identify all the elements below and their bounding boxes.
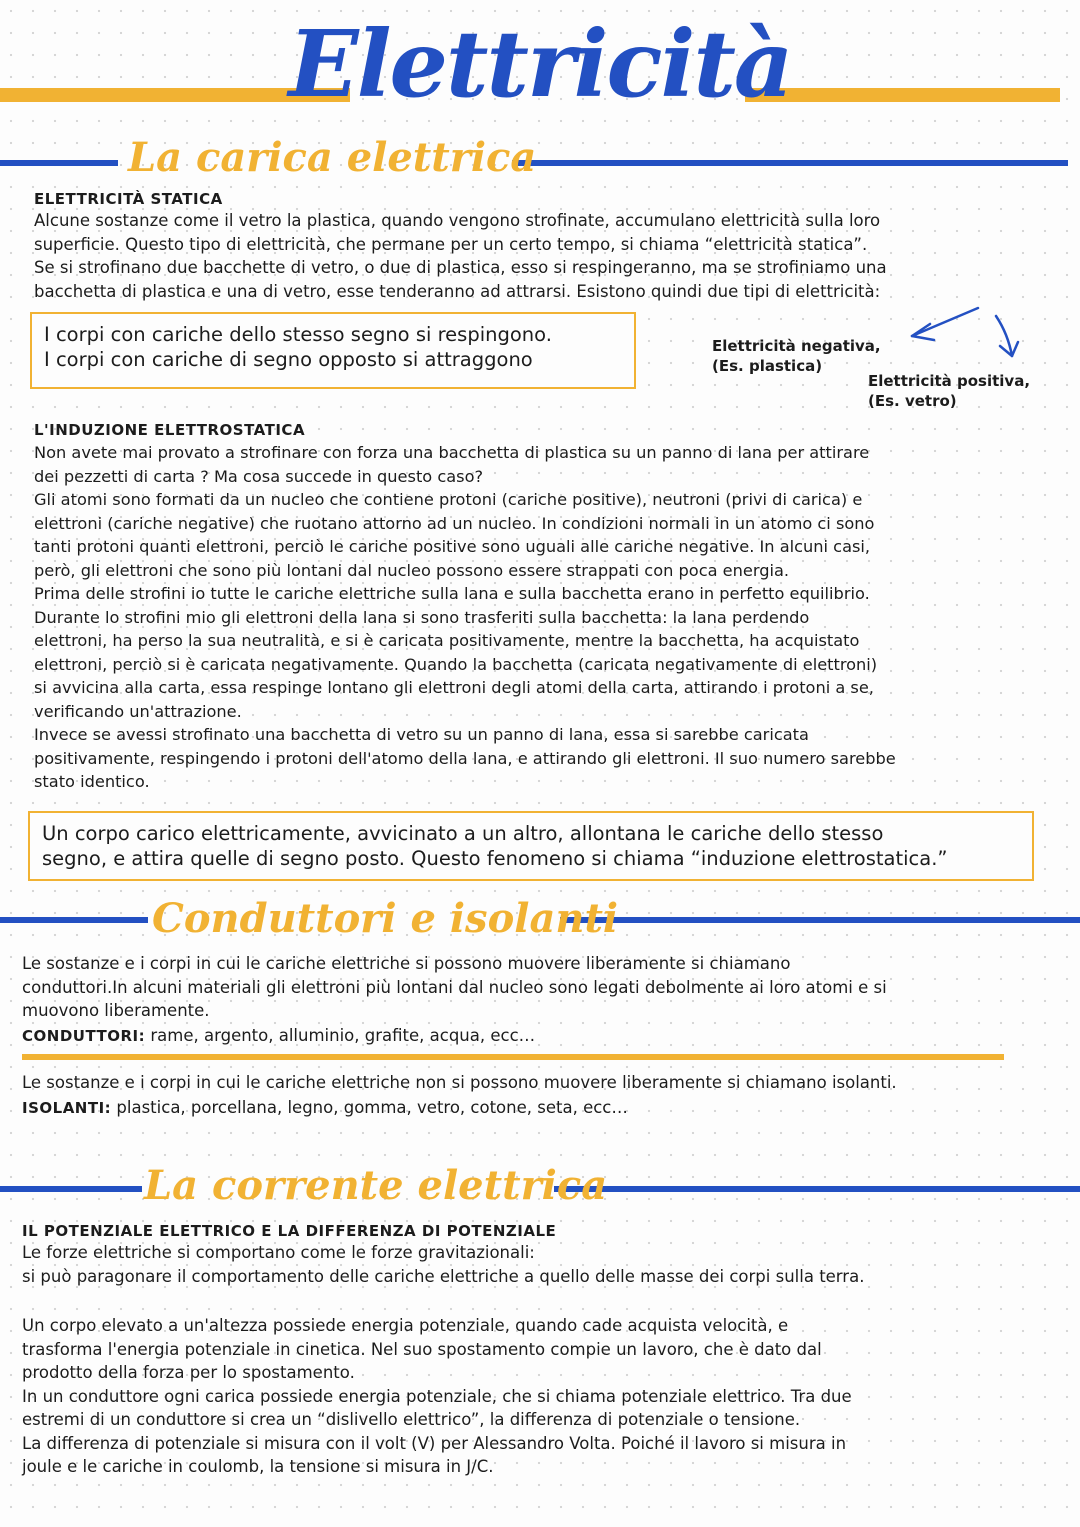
insulators-values: plastica, porcellana, legno, gomma, vetro, cotone, seta, ecc… [116,1098,628,1117]
text-line: Le sostanze e i corpi in cui le cariche elettriche non si possono muovere liberamente si chiamano isolanti. [22,1073,897,1092]
section-divider-right [554,1186,1080,1192]
text-line: In un conduttore ogni carica possiede energia potenziale, che si chiama potenziale elettrico. Tra due [22,1386,852,1406]
section-title-corrente: La corrente elettrica [144,1162,608,1209]
potential-paragraph-2 [22,1314,852,1479]
section-title-conduttori: Conduttori e isolanti [152,895,619,942]
negative-label: Elettricità negativa, (Es. plastica) [712,337,881,375]
text-line: Le sostanze e i corpi in cui le cariche elettriche si possono muovere liberamente si chiamano [22,954,791,973]
rule-box-induction [28,811,1034,881]
section-divider-left [0,1186,142,1192]
box-line: segno, e attira quelle di segno posto. Questo fenomeno si chiama “induzione elettrostatica.” [42,847,948,870]
text-line: elettroni (cariche negative) che ruotano attorno ad un nucleo. In condizioni normali in un atomo ci sono [34,513,875,533]
text-line: bacchetta di plastica e una di vetro, esse tenderanno ad attrarsi. Esistono quindi due tipi di elettricità: [34,281,881,301]
induction-heading: L'INDUZIONE ELETTROSTATICA [34,421,306,439]
potential-paragraph-1 [22,1241,864,1288]
box-line: I corpi con cariche di segno opposto si attraggono [44,348,533,371]
text-line: Prima delle strofini io tutte le cariche elettriche sulla lana e sulla bacchetta erano in perfetto equilibrio. [34,584,870,603]
text-line: elettroni, perciò si è caricata negativamente. Quando la bacchetta (caricata negativamente di elettroni) [34,654,878,674]
static-paragraph [34,209,887,303]
text-line: verificando un'attrazione. [34,701,242,721]
text-line: trasforma l'energia potenziale in cinetica. Nel suo spostamento compie un lavoro, che è dato dal [22,1339,822,1359]
text-line: Le forze elettriche si comportano come le forze gravitazionali: [22,1243,535,1262]
static-heading: ELETTRICITÀ STATICA [34,190,223,208]
text-line: positivamente, respingendo i protoni dell'atomo della lana, e attirando gli elettroni. Il suo numero sarebbe [34,748,896,768]
insulators-list [22,1096,628,1121]
text-line: Gli atomi sono formati da un nucleo che contiene protoni (cariche positive), neutroni (privi di carica) e [34,490,863,509]
text-line: si può paragonare il comportamento delle cariche elettriche a quello delle masse dei corpi sulla terra. [22,1266,865,1286]
text-line: tanti protoni quanti elettroni, perciò le cariche positive sono uguali alle cariche negative. In alcuni casi, [34,537,871,556]
text-line: conduttori.In alcuni materiali gli elettroni più lontani dal nucleo sono legati debolmente ai loro atomi e si [22,977,887,997]
conductors-label: CONDUTTORI: [22,1027,146,1045]
text-line: elettroni, ha perso la sua neutralità, e si è caricata positivamente, mentre la bacchetta, ha acquistato [34,631,860,650]
induction-paragraph [34,441,896,794]
conductors-separator [22,1054,1004,1060]
text-line: muovono liberamente. [22,1001,210,1020]
arrows-icon [900,300,1030,370]
conductors-values: rame, argento, alluminio, grafite, acqua, ecc… [150,1026,536,1045]
text-line: Non avete mai provato a strofinare con forza una bacchetta di plastica su un panno di lana per attirare [34,443,870,462]
rule-box-charges [30,312,636,389]
insulators-paragraph [22,1071,897,1095]
text-line: Un corpo elevato a un'altezza possiede energia potenziale, quando cade acquista velocità, e [22,1316,789,1335]
text-line: Durante lo strofini mio gli elettroni della lana si sono trasferiti sulla bacchetta: la lana perdendo [34,607,810,627]
text-line: joule e le cariche in coulomb, la tensione si misura in J/C. [22,1457,494,1476]
text-line: prodotto della forza per lo spostamento. [22,1363,355,1382]
text-line: dei pezzetti di carta ? Ma cosa succede in questo caso? [34,466,484,486]
potential-heading: IL POTENZIALE ELETTRICO E LA DIFFERENZA DI POTENZIALE [22,1222,557,1240]
section-divider-left [0,917,148,923]
text-line: superficie. Questo tipo di elettricità, che permane per un certo tempo, si chiama “elettricità statica”. [34,234,868,254]
box-line: I corpi con cariche dello stesso segno si respingono. [44,323,552,346]
text-line: La differenza di potenziale si misura con il volt (V) per Alessandro Volta. Poiché il lavoro si misura in [22,1433,847,1453]
text-line: stato identico. [34,772,150,791]
text-line: si avvicina alla carta, essa respinge lontano gli elettroni degli atomi della carta, attirando i protoni a se, [34,678,874,697]
text-line: estremi di un conduttore si crea un “dislivello elettrico”, la differenza di potenziale o tensione. [22,1410,801,1429]
conductors-list [22,1024,535,1049]
box-line: Un corpo carico elettricamente, avvicinato a un altro, allontana le cariche dello stesso [42,822,884,845]
text-line: Alcune sostanze come il vetro la plastica, quando vengono strofinate, accumulano elettricità sulla loro [34,211,881,230]
text-line: però, gli elettroni che sono più lontani dal nucleo possono essere strappati con poca energia. [34,560,790,580]
section-title-carica: La carica elettrica [128,134,537,181]
conductors-paragraph [22,952,887,1023]
page-title: Elettricità [288,10,792,118]
text-line: Se si strofinano due bacchette di vetro, o due di plastica, esso si respingeranno, ma se strofiniamo una [34,258,887,277]
positive-label: Elettricità positiva, (Es. vetro) [868,372,1031,410]
section-divider-right [560,917,1080,923]
section-divider-left [0,160,118,166]
insulators-label: ISOLANTI: [22,1099,112,1117]
section-divider-right [512,160,1068,166]
text-line: Invece se avessi strofinato una bacchetta di vetro su un panno di lana, essa si sarebbe caricata [34,725,809,744]
